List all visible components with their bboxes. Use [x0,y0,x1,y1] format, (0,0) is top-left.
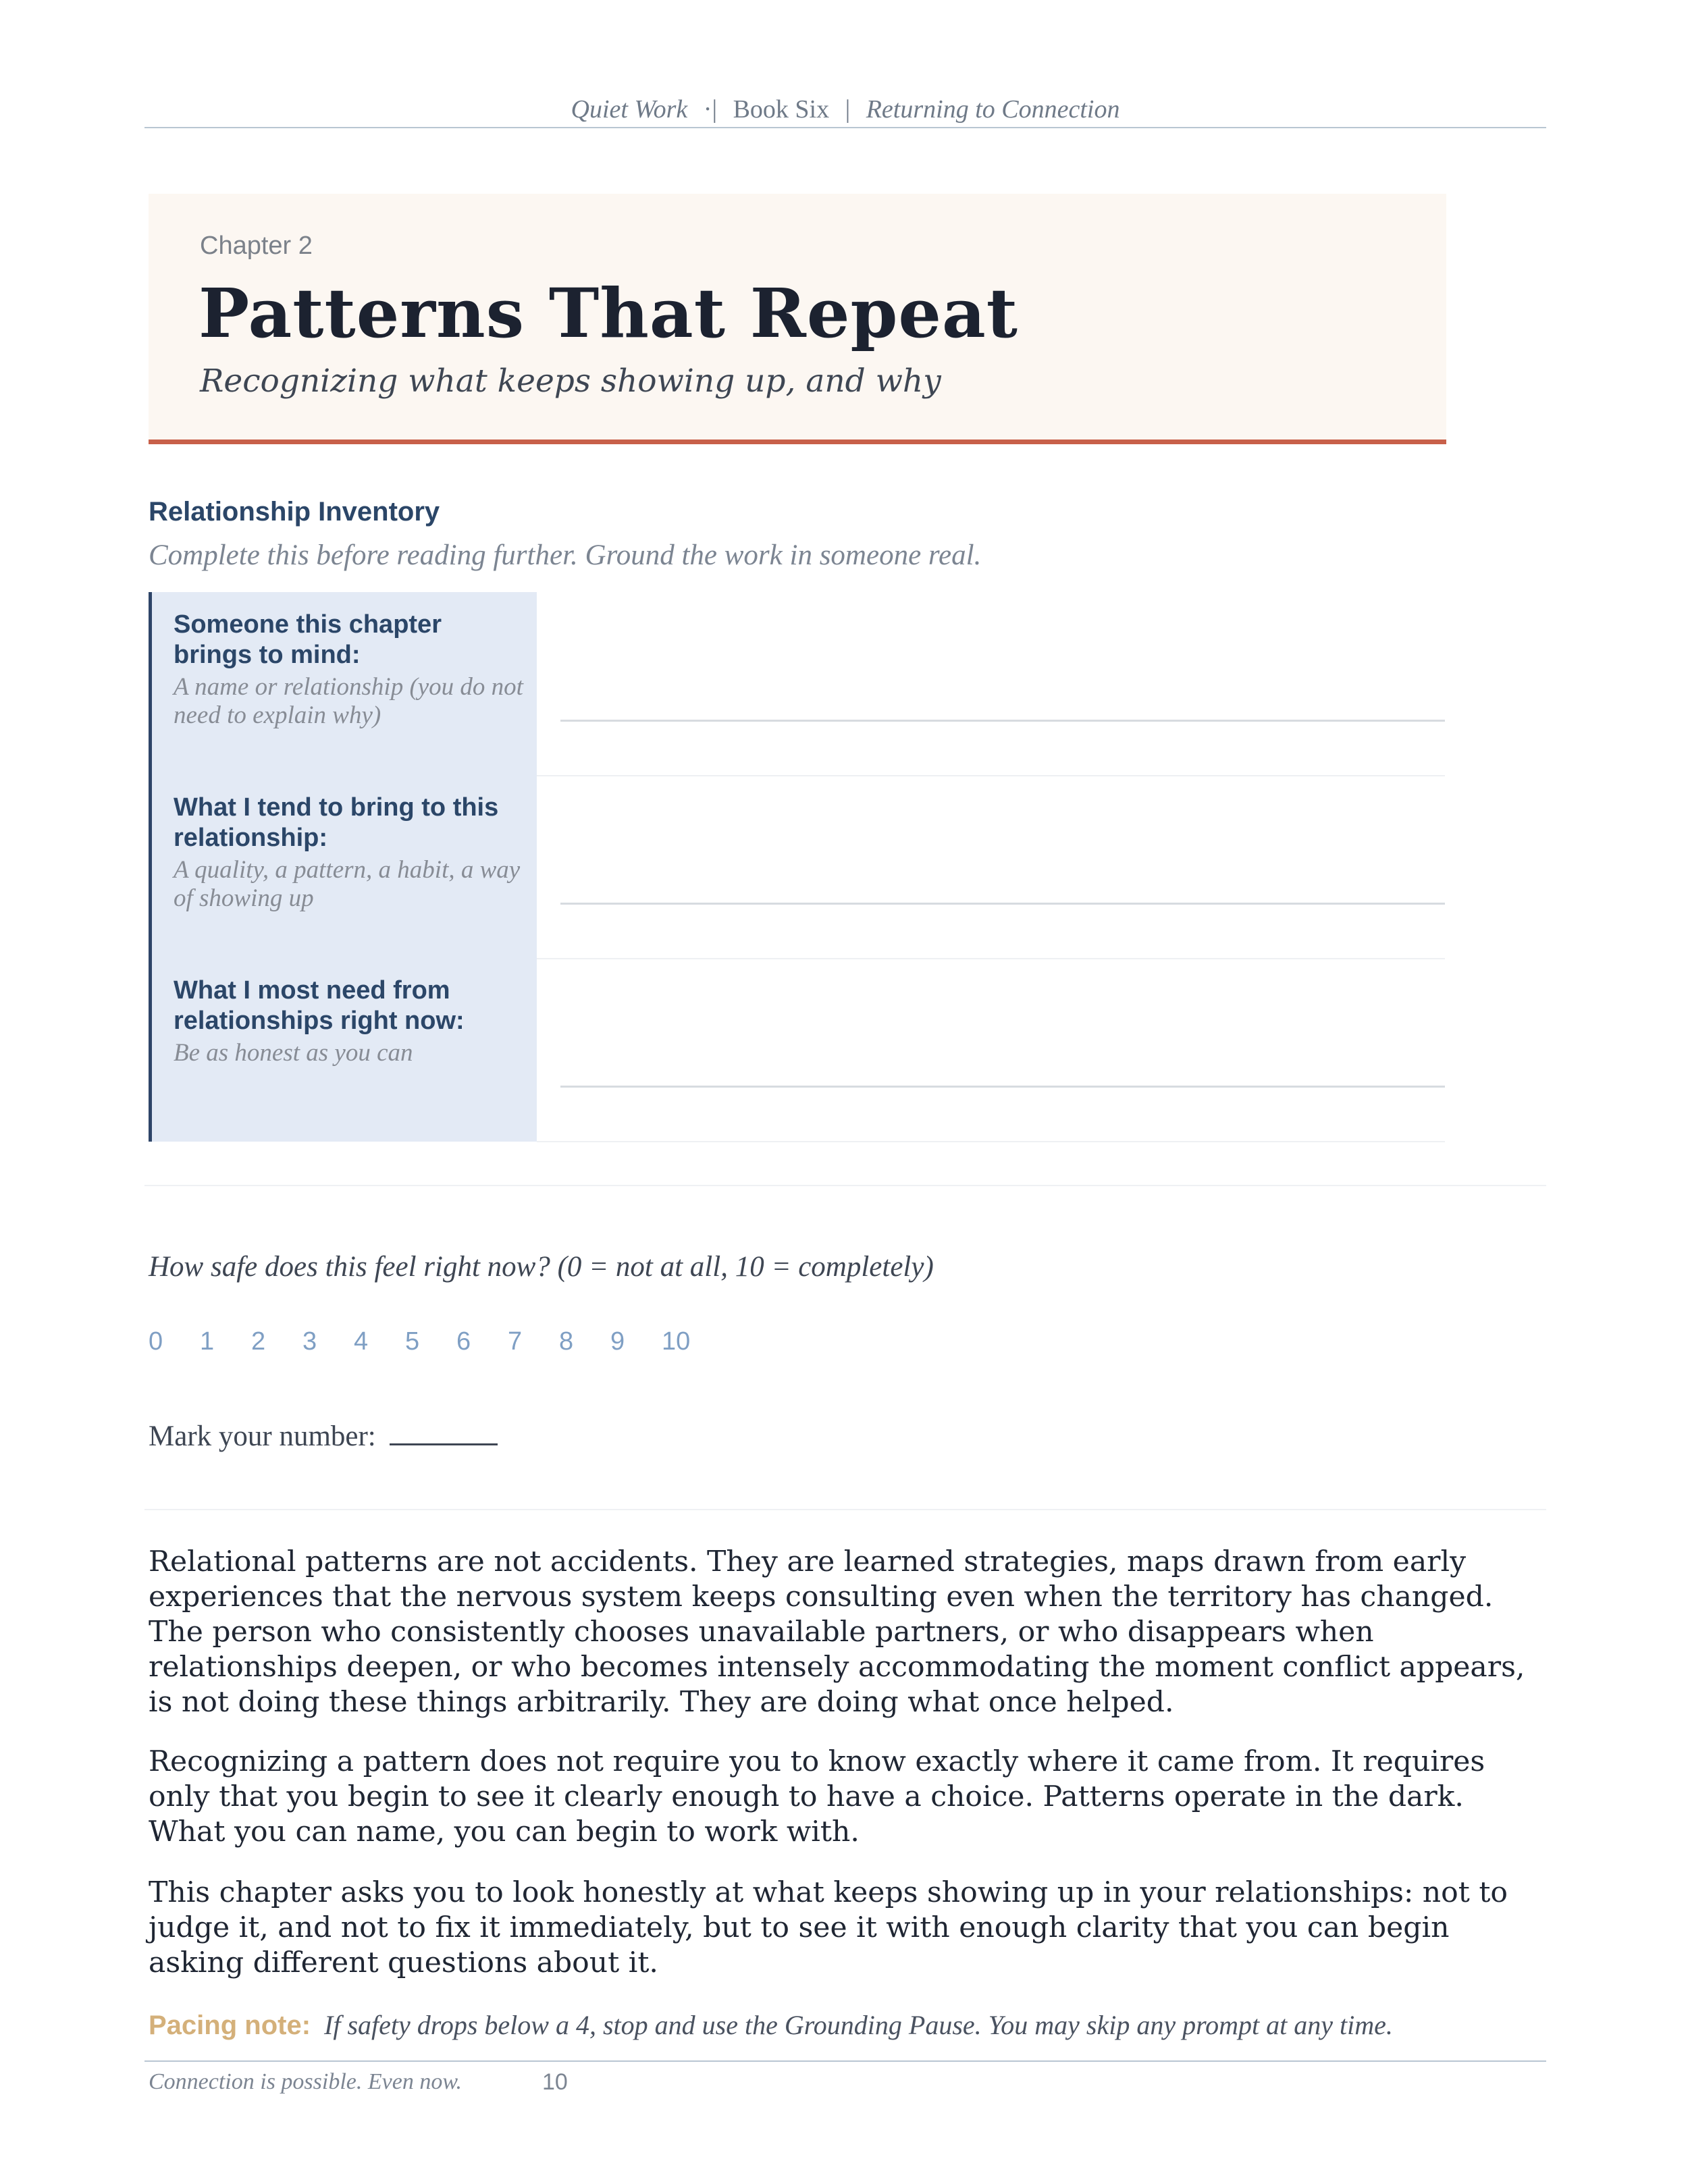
scale-option[interactable]: 5 [405,1327,420,1356]
inventory-question: What I most need from relationships right now: [174,976,465,1035]
body-paragraph: Relational patterns are not accidents. They are learned strategies, maps drawn from early experiences that the nervous system keeps consulting even when the territory has changed. The person who consistently chooses unavailable partners, or who disappears when relationships deepen, or who becomes intensely accommodating the moment conflict appears, is not doing these things arbitrarily. They are doing what once helped. [149,1545,1525,1719]
scale-option[interactable]: 9 [610,1327,625,1356]
row-divider [537,775,1445,776]
section-divider [144,1509,1546,1510]
inventory-hint: A quality, a pattern, a habit, a way of showing up [174,856,521,912]
inventory-instruction: Complete this before reading further. Ground the work in someone real. [149,539,982,571]
body-paragraph: This chapter asks you to look honestly at what keeps showing up in your relationships: not to judge it, and not to fix it immediately, but to see it with enough clarity that you can begin asking different questions about it. [149,1876,1508,1979]
scale-option[interactable]: 8 [559,1327,574,1356]
inventory-hint: A name or relationship (you do not need to explain why) [174,673,523,729]
footer-tagline: Connection is possible. Even now. [149,2069,462,2094]
scale-option[interactable]: 4 [354,1327,369,1356]
header-rule [144,127,1546,128]
scale-option[interactable]: 2 [251,1327,266,1356]
pacing-note-text: If safety drops below a 4, stop and use the Grounding Pause. You may skip any prompt at any time. [324,2010,1393,2040]
section-divider [144,1185,1546,1186]
scale-option[interactable]: 1 [200,1327,215,1356]
scale-option[interactable]: 3 [302,1327,317,1356]
inventory-title: Relationship Inventory [149,497,440,527]
book-title: Returning to Connection [866,95,1120,124]
footer-rule [144,2060,1546,2062]
body-paragraph: Recognizing a pattern does not require you to know exactly where it came from. It requires only that you begin to see it clearly enough to have a choice. Patterns operate in the dark. What you can name, you can begin to work with. [149,1745,1485,1848]
chapter-banner [149,194,1446,444]
row-divider [537,1141,1445,1142]
header-separator: ·| [703,95,718,124]
running-header [144,95,1546,124]
inventory-hint: Be as honest as you can [174,1039,413,1067]
mark-number [149,1419,498,1453]
safety-scale [149,1327,713,1356]
mark-number-blank[interactable] [390,1419,498,1445]
scale-option[interactable]: 7 [508,1327,523,1356]
book-label: Book Six [733,95,830,124]
page-number: 10 [542,2069,568,2095]
answer-line[interactable] [560,1086,1445,1088]
inventory-question: Someone this chapter brings to mind: [174,610,442,669]
header-separator: | [845,95,851,124]
row-divider [537,958,1445,959]
inventory-question: What I tend to bring to this relationship: [174,793,499,852]
mark-number-label: Mark your number: [149,1420,376,1452]
safety-question: How safe does this feel right now? (0 = not at all, 10 = completely) [149,1251,934,1283]
answer-line[interactable] [560,903,1445,905]
chapter-subtitle: Recognizing what keeps showing up, and why [200,363,941,400]
chapter-number: Chapter 2 [200,232,313,260]
chapter-title: Patterns That Repeat [199,273,1018,353]
pacing-note [149,2009,1393,2041]
scale-option[interactable]: 0 [149,1327,163,1356]
scale-option[interactable]: 10 [662,1327,691,1356]
scale-option[interactable]: 6 [456,1327,471,1356]
answer-line[interactable] [560,720,1445,722]
series-name: Quiet Work [571,95,688,124]
inventory-label-column [149,592,537,1142]
pacing-note-label: Pacing note: [149,2010,311,2040]
